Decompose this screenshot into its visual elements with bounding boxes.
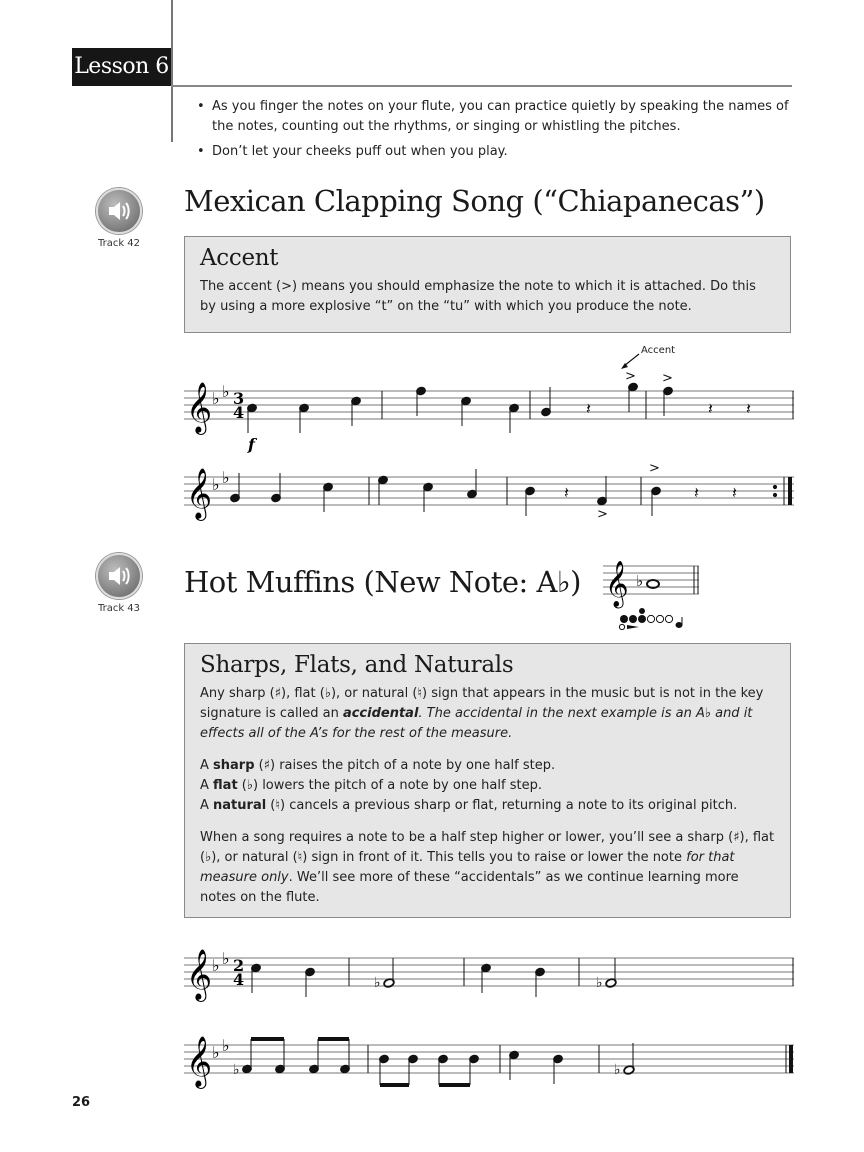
chiapanecas-score <box>184 340 796 530</box>
box-text-sharp: A sharp (♯) raises the pitch of a note by one half step. <box>200 758 556 773</box>
svg-text:>: > <box>649 461 660 476</box>
box-text-flat: A flat (♭) lowers the pitch of a note by one half step. <box>200 778 542 793</box>
svg-text:4: 4 <box>233 970 245 989</box>
staff-line-1 <box>184 369 794 454</box>
speaker-icon[interactable] <box>96 188 142 234</box>
box-text: When a song requires a note to be a half step higher or lower, you’ll see a sharp (♯), flat (♭), or natural (♮) sign in front of it. This tells you to raise or lower the note for that measure only. We’ll see more of these “accidentals” as we continue learning more notes on the flute. <box>200 830 775 905</box>
svg-text:♭: ♭ <box>636 572 644 590</box>
svg-text:𝄽: 𝄽 <box>746 399 751 418</box>
svg-text:𝄞: 𝄞 <box>186 468 213 519</box>
track-43-audio[interactable] <box>89 553 149 614</box>
svg-text:♭: ♭ <box>614 1062 621 1078</box>
sharps-flats-naturals-info-box <box>184 643 791 918</box>
box-text: Any sharp (♯), flat (♭), or natural (♮) sign that appears in the music but is not in the key signature is called an accidental. The accidental in the next example is an A♭ and it effects all of the A’s for the rest of the measure. <box>200 686 764 741</box>
svg-text:𝄽: 𝄽 <box>694 483 699 502</box>
tip-item: • As you finger the notes on your flute, you can practice quietly by speaking the names of the notes, counting out the rhythms, or singing or whistling the pitches. <box>197 97 797 137</box>
tip-item: • Don’t let your cheeks puff out when you play. <box>197 142 797 162</box>
svg-text:𝄽: 𝄽 <box>732 483 737 502</box>
svg-text:𝄽: 𝄽 <box>564 483 569 502</box>
box-heading: Sharps, Flats, and Naturals <box>200 652 514 678</box>
svg-text:♭: ♭ <box>212 1043 220 1062</box>
accent-annotation: Accent <box>641 345 676 356</box>
svg-text:>: > <box>625 369 636 384</box>
box-text-natural: A natural (♮) cancels a previous sharp or flat, returning a note to its original pitch. <box>200 798 738 813</box>
tips-list <box>197 97 797 167</box>
svg-text:𝄞: 𝄞 <box>186 382 213 433</box>
svg-text:♭: ♭ <box>212 389 220 408</box>
svg-text:♭: ♭ <box>596 975 603 991</box>
box-text: The accent (>) means you should emphasize the note to which it is attached. Do this by using a more explosive “t” on the “tu” with which you produce the note. <box>200 279 756 314</box>
page-number: 26 <box>72 1095 91 1110</box>
svg-text:♭: ♭ <box>222 468 230 487</box>
song-title: Mexican Clapping Song (“Chiapanecas”) <box>184 184 765 218</box>
svg-text:♭: ♭ <box>212 956 220 975</box>
header-rule <box>171 85 792 87</box>
svg-text:♭: ♭ <box>222 949 230 968</box>
svg-text:♭: ♭ <box>222 382 230 401</box>
track-label: Track 42 <box>97 238 141 249</box>
speaker-icon[interactable] <box>96 553 142 599</box>
track-label: Track 43 <box>97 603 141 614</box>
song-title: Hot Muffins (New Note: A♭) <box>184 565 581 599</box>
hot-muffins-score <box>184 940 796 1090</box>
staff-line-2 <box>184 1036 794 1089</box>
svg-text:𝄞: 𝄞 <box>186 949 213 1000</box>
dynamic-forte: f <box>248 435 255 454</box>
staff-line-2 <box>184 461 794 522</box>
svg-text:𝄽: 𝄽 <box>586 399 591 418</box>
svg-text:2: 2 <box>233 956 245 975</box>
margin-rule-vertical <box>171 0 173 142</box>
svg-text:𝄽: 𝄽 <box>708 399 713 418</box>
svg-text:𝄞: 𝄞 <box>186 1036 213 1087</box>
svg-text:>: > <box>662 371 673 386</box>
svg-text:♭: ♭ <box>374 975 381 991</box>
staff-line-1 <box>184 949 794 1002</box>
svg-text:𝄞: 𝄞 <box>605 561 629 607</box>
svg-text:♭: ♭ <box>222 1036 230 1055</box>
box-heading: Accent <box>200 245 279 271</box>
svg-text:4: 4 <box>233 403 245 422</box>
track-42-audio[interactable] <box>89 188 149 249</box>
svg-text:>: > <box>597 507 608 522</box>
lesson-tab: Lesson 6 <box>72 48 171 86</box>
svg-text:♭: ♭ <box>233 1062 240 1078</box>
new-note-fingering-chart <box>603 555 703 635</box>
accent-info-box <box>184 236 791 333</box>
svg-text:♭: ♭ <box>212 475 220 494</box>
svg-text:3: 3 <box>233 389 245 408</box>
